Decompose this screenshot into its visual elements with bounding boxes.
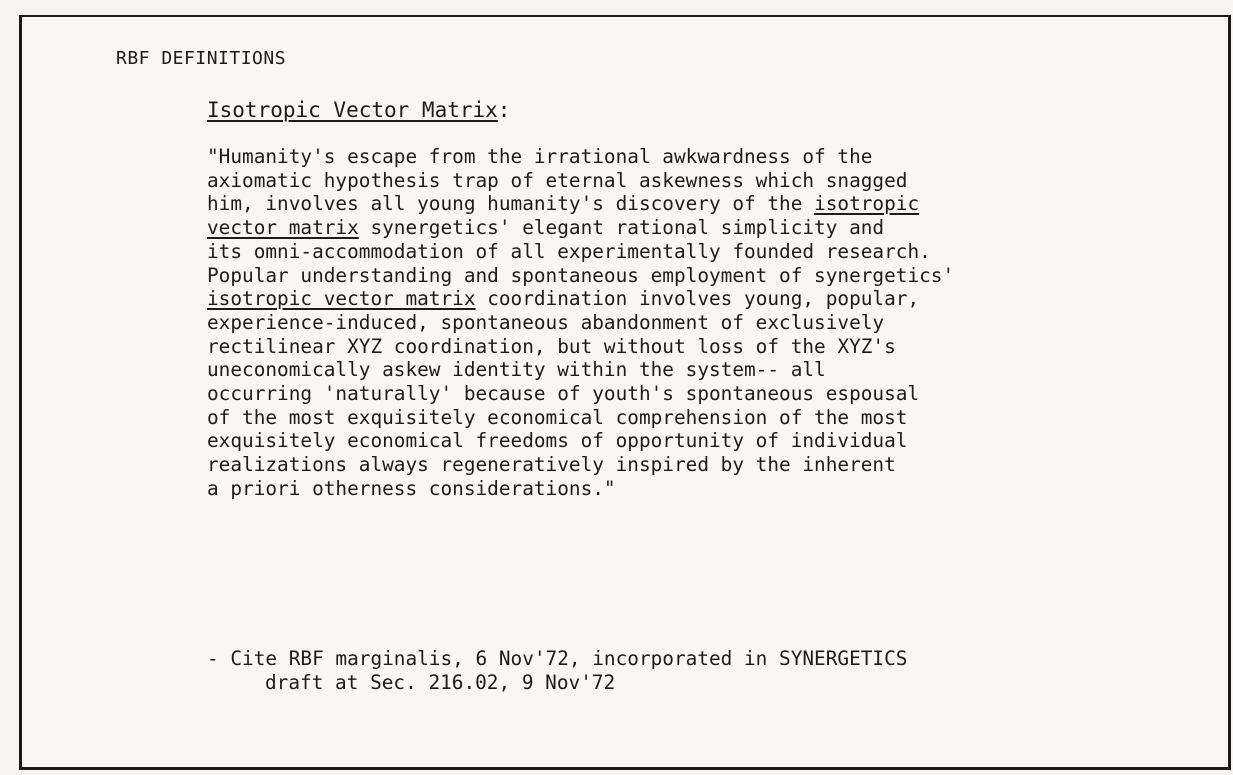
quote-line: [207, 216, 1137, 240]
term-name: Isotropic Vector Matrix: [207, 98, 498, 122]
quote-underlined-term: isotropic vector matrix: [207, 287, 476, 311]
quote-line: rectilinear XYZ coordination, but without loss of the XYZ's: [207, 334, 896, 358]
quote-line: exquisitely economical freedoms of opportunity of individual: [207, 429, 908, 453]
quote-text: synergetics' elegant rational simplicity and: [358, 216, 885, 240]
citation-line: draft at Sec. 216.02, 9 Nov'72: [265, 671, 616, 694]
quote-line: its omni-accommodation of all experimentally founded research.: [207, 239, 931, 263]
quote-line: [207, 287, 1137, 311]
quote-underlined-term: vector matrix: [207, 216, 359, 240]
quote-line: occurring 'naturally' because of youth's spontaneous espousal: [207, 382, 920, 406]
definition-quote: [207, 145, 1137, 501]
citation: [207, 647, 907, 695]
quote-underlined-term: isotropic: [814, 192, 920, 216]
quote-text: him, involves all young humanity's discovery of the: [207, 192, 815, 216]
term-colon: :: [497, 98, 511, 122]
term-title: [207, 98, 510, 122]
quote-line: uneconomically askew identity within the system-- all: [207, 358, 826, 382]
quote-line: axiomatic hypothesis trap of eternal askewness which snagged: [207, 168, 908, 192]
quote-line: a priori otherness considerations.": [207, 476, 616, 500]
quote-line: of the most exquisitely economical comprehension of the most: [207, 405, 908, 429]
quote-text: coordination involves young, popular,: [475, 287, 920, 311]
page-heading: RBF DEFINITIONS: [116, 48, 287, 69]
quote-line: experience-induced, spontaneous abandonment of exclusively: [207, 310, 885, 334]
quote-line: realizations always regeneratively inspired by the inherent: [207, 453, 896, 477]
quote-line: Popular understanding and spontaneous employment of synergetics': [207, 263, 955, 287]
citation-line: - Cite RBF marginalis, 6 Nov'72, incorporated in SYNERGETICS: [207, 647, 908, 670]
quote-line: [207, 192, 1137, 216]
quote-line: "Humanity's escape from the irrational awkwardness of the: [207, 145, 873, 168]
